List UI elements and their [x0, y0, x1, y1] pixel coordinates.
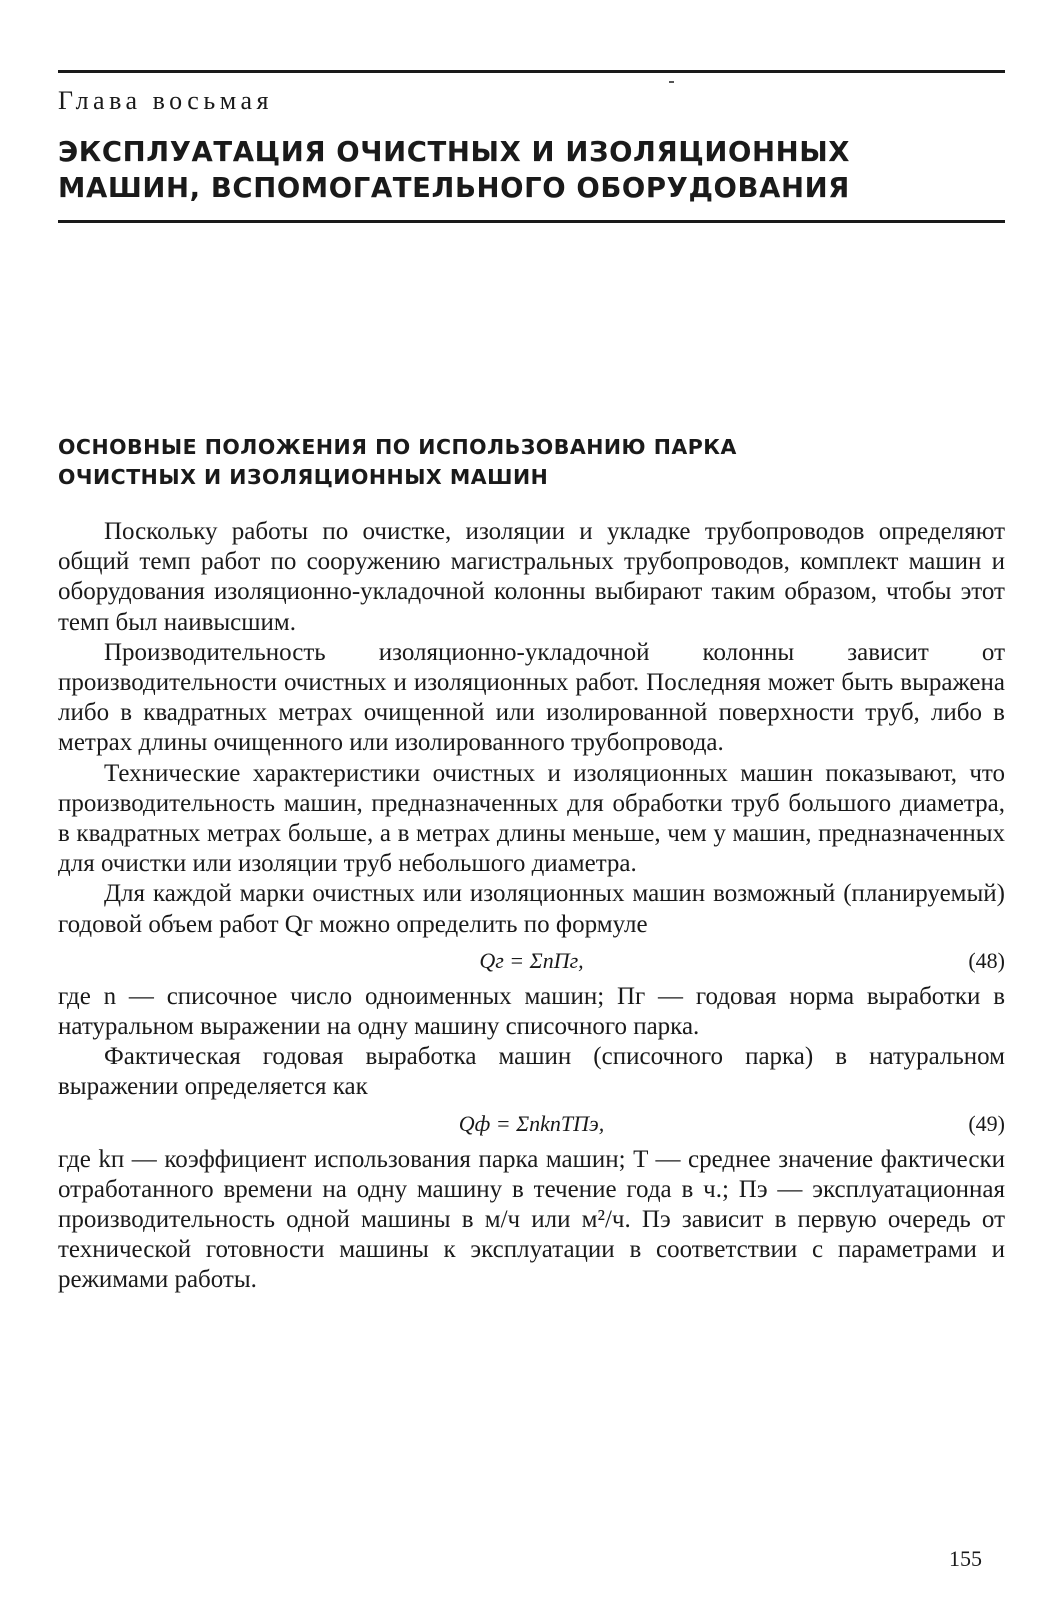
top-rule: [58, 70, 1005, 73]
page-number: 155: [949, 1546, 982, 1571]
chapter-label: Глава восьмая: [58, 86, 273, 115]
paragraph-7: где kп — коэффициент использования парка машин; T — среднее значение фактически отработанного времени на одну машину в течение года в ч.; Пэ — эксплуатационная производительность одной машины в м/ч или м²/ч. Пэ зависит в первую очередь от технической готовности машины к эксплуатации в соответствии с параметрами и режимами работы.: [58, 1145, 1005, 1294]
section-title-line-1: ОСНОВНЫЕ ПОЛОЖЕНИЯ ПО ИСПОЛЬЗОВАНИЮ ПАРКА: [58, 435, 737, 459]
paragraph-4: Для каждой марки очистных или изоляционных машин возможный (планируемый) годовой объем работ Qг можно определить по формуле: [58, 880, 1005, 938]
formula-49-number: (49): [968, 1110, 1005, 1136]
paragraph-3: Технические характеристики очистных и изоляционных машин показывают, что производительность машин, предназначенных для обработки труб большого диаметра, в квадратных метрах больше, а в метрах длины меньше, чем у машин, предназначенных для очистки или изоляции труб небольшого диаметра.: [58, 759, 1005, 878]
paragraph-2: Производительность изоляционно-укладочной колонны зависит от производительности очистных и изоляционных работ. Последняя может быть выражена либо в квадратных метрах очищенной или изолированной поверхности труб, либо в метрах длины очищенного или изолированного трубопровода.: [58, 638, 1005, 757]
body-text: [58, 517, 1005, 1296]
paragraph-5: где n — списочное число одноименных машин; Пг — годовая норма выработки в натуральном выражении на одну машину списочного парка.: [58, 982, 1005, 1041]
bottom-rule: [58, 220, 1005, 223]
formula-49: [58, 1107, 1005, 1143]
formula-48-number: (48): [968, 947, 1005, 973]
chapter-title-line-1: ЭКСПЛУАТАЦИЯ ОЧИСТНЫХ И ИЗОЛЯЦИОННЫХ: [58, 136, 851, 168]
chapter-title-line-2: МАШИН, ВСПОМОГАТЕЛЬНОГО ОБОРУДОВАНИЯ: [58, 172, 850, 204]
section-title-line-2: ОЧИСТНЫХ И ИЗОЛЯЦИОННЫХ МАШИН: [58, 465, 549, 489]
formula-48-expression: Qг = ΣnПг,: [479, 947, 584, 973]
formula-48: [58, 944, 1005, 980]
paragraph-6: Фактическая годовая выработка машин (списочного парка) в натуральном выражении определяется как: [58, 1043, 1005, 1101]
formula-49-expression: Qф = ΣnkпTПэ,: [458, 1110, 605, 1136]
print-speck: [669, 81, 674, 83]
section-title: [58, 432, 737, 492]
chapter-title: [58, 134, 850, 206]
paragraph-1: Поскольку работы по очистке, изоляции и укладке трубопроводов определяют общий темп работ по сооружению магистральных трубопроводов, комплект машин и оборудования изоляционно-укладочной колонны выбирают таким образом, чтобы этот темп был наивысшим.: [58, 518, 1005, 636]
